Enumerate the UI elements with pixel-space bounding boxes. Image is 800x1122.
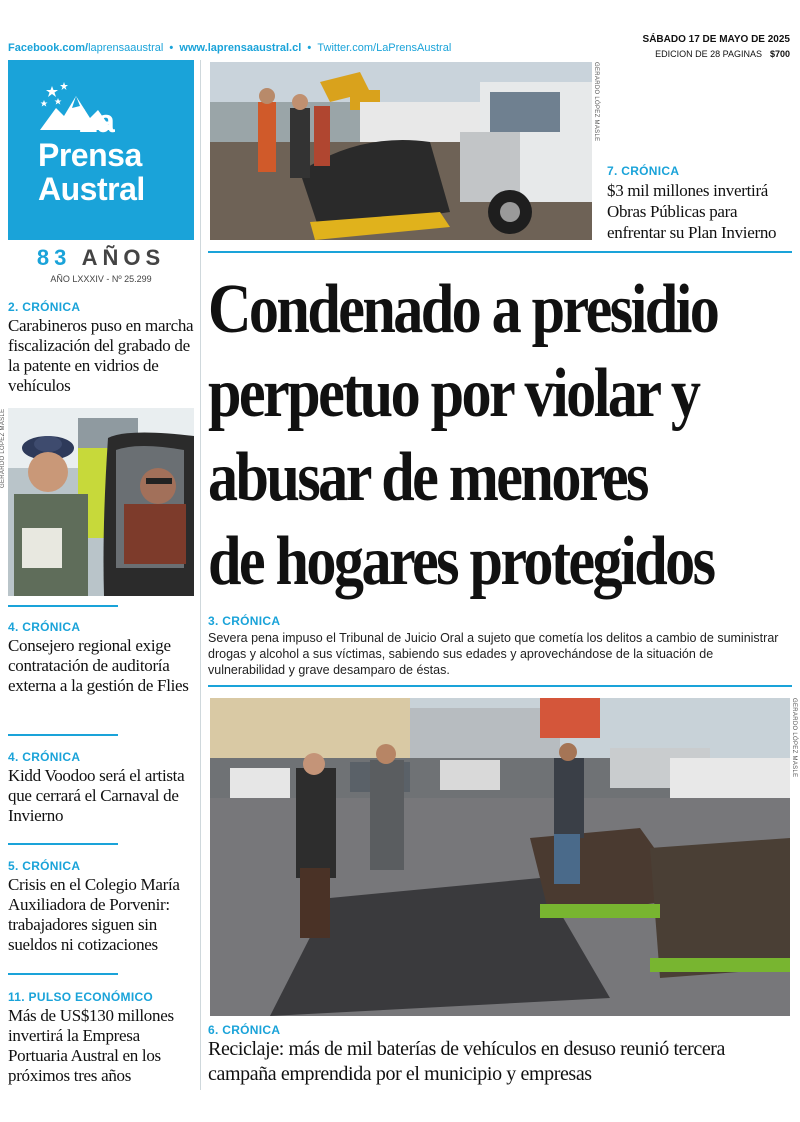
section-kicker: 4. CRÓNICA bbox=[8, 620, 81, 634]
separator: • bbox=[307, 42, 312, 54]
headline-line: perpetuo por violar y bbox=[208, 355, 699, 432]
headline-line: Condenado a presidio bbox=[208, 271, 718, 348]
section-kicker: 7. CRÓNICA bbox=[607, 164, 680, 178]
divider bbox=[8, 605, 118, 607]
facebook-link[interactable]: Facebook.com/laprensaaustral bbox=[8, 42, 164, 54]
carabineros-photo bbox=[8, 408, 194, 596]
side-story-3[interactable] bbox=[8, 750, 194, 826]
issue-date: SÁBADO 17 DE MAYO DE 2025 bbox=[642, 34, 790, 45]
photo-credit: GERARDO LÓPEZ MASLE bbox=[593, 62, 599, 142]
section-kicker: 2. CRÓNICA bbox=[8, 300, 81, 314]
masthead-title bbox=[78, 104, 114, 138]
twitter-link[interactable]: Twitter.com/LaPrensAustral bbox=[317, 42, 452, 54]
masthead-line-2: Prensa bbox=[38, 137, 142, 173]
story-headline[interactable]: Consejero regional exige contratación de auditoría externa a la gestión de Flies bbox=[8, 636, 189, 695]
story-headline[interactable]: Crisis en el Colegio María Auxiliadora de Porvenir: trabajadores siguen sin sueldos ni cotizaciones bbox=[8, 875, 180, 954]
story-headline[interactable]: Kidd Voodoo será el artista que cerrará el Carnaval de Invierno bbox=[8, 766, 185, 825]
website-link[interactable]: www.laprensaaustral.cl bbox=[179, 42, 302, 54]
batteries-photo bbox=[210, 698, 790, 1016]
headline-line: abusar de menores bbox=[208, 439, 647, 516]
story-headline[interactable]: Reciclaje: más de mil baterías de vehículos en desuso reunió tercera campaña emprendida por el municipio y empresas bbox=[208, 1038, 726, 1085]
lead-headline[interactable] bbox=[208, 268, 793, 604]
column-separator bbox=[200, 60, 201, 1090]
story-headline[interactable]: Carabineros puso en marcha fiscalización del grabado de la patente en vidrios de vehículos bbox=[8, 316, 194, 395]
section-kicker: 5. CRÓNICA bbox=[8, 859, 81, 873]
social-links-bar bbox=[8, 42, 451, 54]
lead-summary: Severa pena impuso el Tribunal de Juicio Oral a sujeto que cometía los delitos a cambio de suministrar drogas y alcohol a sus víctimas, sabiendo sus edades y aprovechándose de la situación de vulnerabilidad y grave desamparo de éstas. bbox=[208, 631, 779, 677]
snowplow-photo-art bbox=[210, 62, 592, 240]
price: $700 bbox=[769, 49, 790, 59]
headline-line: de hogares protegidos bbox=[208, 523, 714, 600]
masthead-title-2 bbox=[38, 138, 145, 206]
divider bbox=[8, 973, 118, 975]
story-headline[interactable]: $3 mil millones invertirá Obras Públicas para enfrentar su Plan Invierno bbox=[607, 181, 777, 242]
story-headline[interactable]: Más de US$130 millones invertirá la Empresa Portuaria Austral en los próximos tres años bbox=[8, 1006, 174, 1085]
divider bbox=[208, 685, 792, 687]
masthead-line-1: La bbox=[78, 103, 115, 139]
batteries-photo-art bbox=[210, 698, 790, 1016]
anniversary-badge bbox=[8, 245, 194, 271]
separator: • bbox=[169, 42, 174, 54]
snowplow-photo bbox=[210, 62, 592, 240]
divider bbox=[8, 734, 118, 736]
issue-number: AÑO LXXXIV - Nº 25.299 bbox=[50, 274, 152, 284]
photo-credit: GERARDO LÓPEZ MASLE bbox=[791, 698, 797, 778]
top-story[interactable] bbox=[607, 164, 797, 243]
side-story-2[interactable] bbox=[8, 620, 194, 696]
years-word: AÑOS bbox=[81, 245, 166, 270]
side-story-5[interactable] bbox=[8, 990, 194, 1086]
edition-info bbox=[655, 49, 790, 59]
side-story-4[interactable] bbox=[8, 859, 194, 955]
divider bbox=[208, 251, 792, 253]
section-kicker: 4. CRÓNICA bbox=[8, 750, 81, 764]
masthead-line-3: Austral bbox=[38, 171, 145, 207]
bottom-story[interactable] bbox=[208, 1023, 793, 1087]
photo-credit: GERARDO LÓPEZ MASLE bbox=[0, 408, 6, 488]
side-story-1[interactable] bbox=[8, 300, 194, 396]
years-number: 83 bbox=[36, 245, 72, 270]
section-kicker: 6. CRÓNICA bbox=[208, 1023, 281, 1037]
section-kicker: 3. CRÓNICA bbox=[208, 614, 281, 628]
page-count: EDICION DE 28 PAGINAS bbox=[655, 49, 762, 59]
divider bbox=[8, 843, 118, 845]
carabineros-photo-art bbox=[8, 408, 194, 596]
section-kicker: 11. PULSO ECONÓMICO bbox=[8, 990, 154, 1004]
